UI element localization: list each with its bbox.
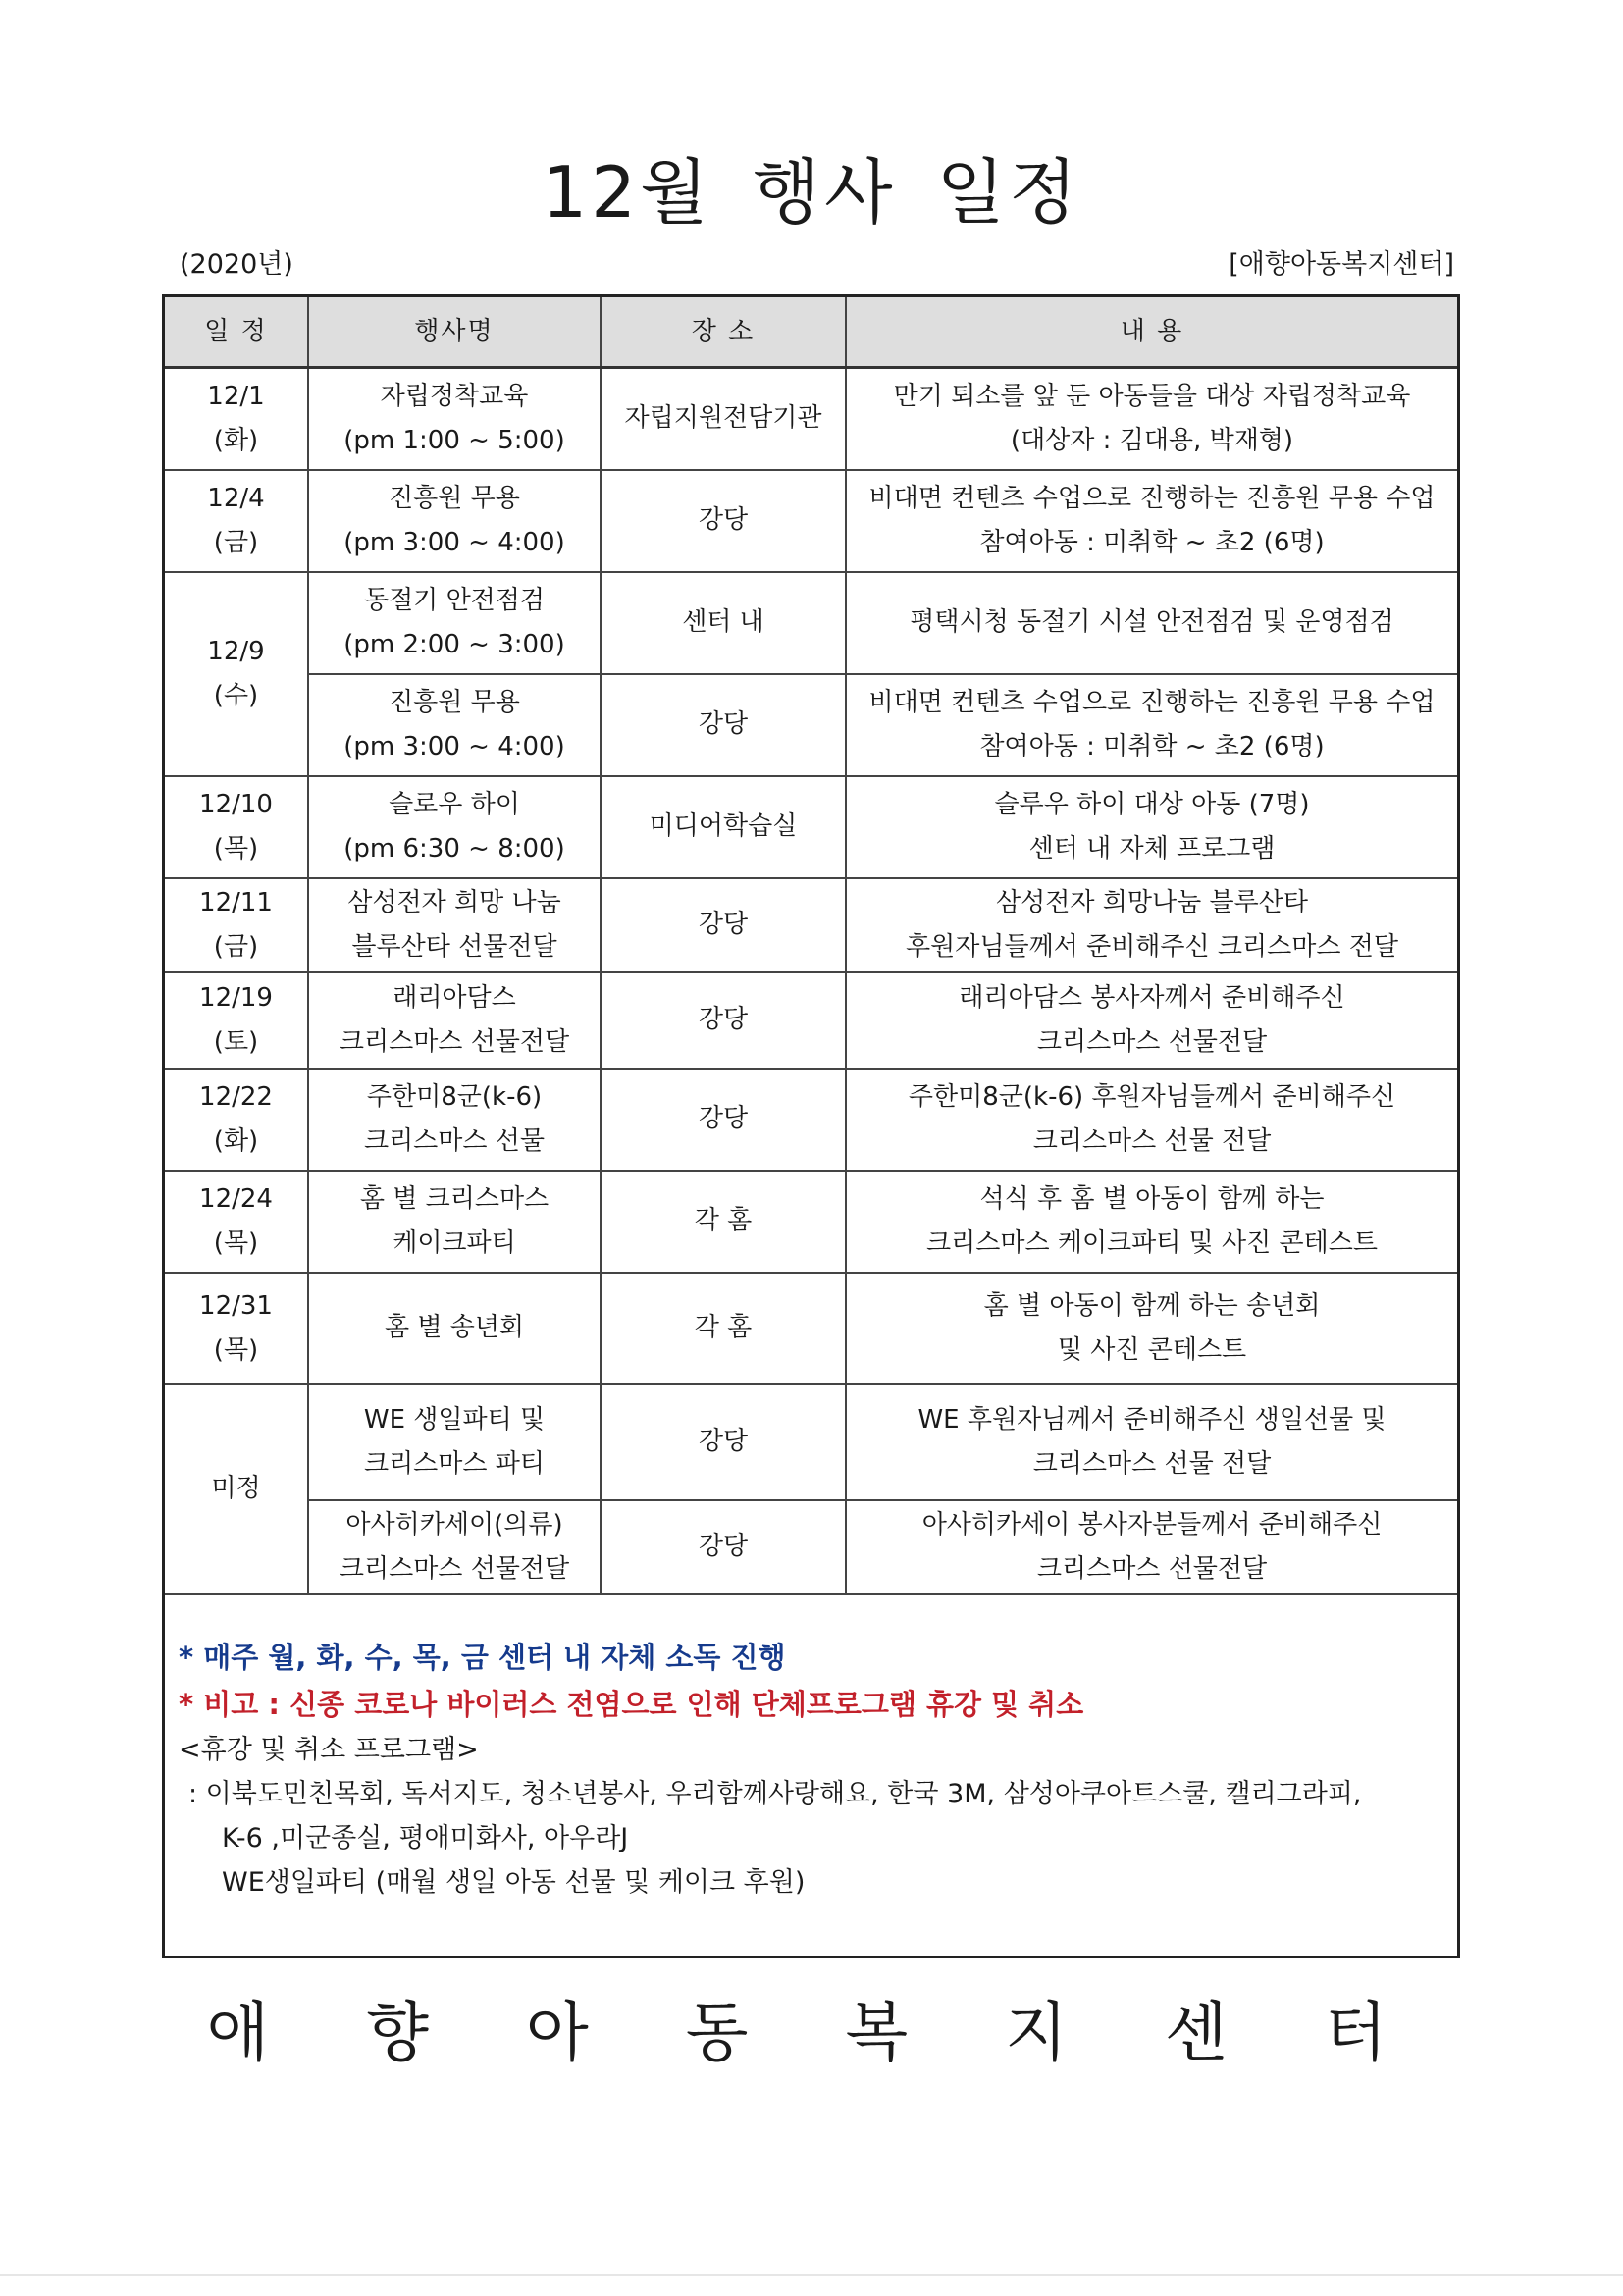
- event-name: 홈 별 크리스마스: [359, 1183, 550, 1214]
- date-cell: [165, 572, 308, 776]
- place-cell: 미디어학습실: [601, 776, 846, 878]
- event-name: 자립정착교육: [380, 381, 529, 411]
- content-line: 삼성전자 희망나눔 블루산타: [996, 887, 1308, 917]
- year-label: (2020년): [180, 249, 293, 280]
- table-row: [165, 1171, 1457, 1273]
- content-cell: [846, 1384, 1457, 1500]
- table-row: [165, 1069, 1457, 1171]
- date-text: 12/24: [199, 1183, 273, 1214]
- weekday-text: (화): [213, 425, 259, 455]
- place-cell: 강당: [601, 1069, 846, 1171]
- header-content: 내 용: [846, 297, 1457, 368]
- content-cell: [846, 776, 1457, 878]
- place-cell: 센터 내: [601, 572, 846, 674]
- cancelled-programs-line: : 이북도민친목회, 독서지도, 청소년봉사, 우리함께사랑해요, 한국 3M, 삼성아쿠아트스쿨, 캘리그라피,: [188, 1779, 1362, 1809]
- weekday-text: (목): [213, 1227, 259, 1258]
- content-cell: [846, 470, 1457, 572]
- weekday-text: (화): [213, 1125, 259, 1156]
- content-line: 및 사진 콘테스트: [1057, 1334, 1247, 1365]
- event-name: 아사히카세이(의류): [345, 1509, 563, 1539]
- event-name: 크리스마스 선물: [363, 1125, 546, 1156]
- footer-organization: 애 향 아 동 복 지 센 터: [206, 1995, 1417, 2070]
- table-row: [165, 878, 1457, 972]
- scan-edge-divider: [0, 2274, 1623, 2276]
- date-text: 12/31: [199, 1290, 273, 1321]
- table-row: [165, 1500, 1457, 1594]
- event-cell: [308, 1171, 601, 1273]
- date-text: 12/1: [207, 381, 265, 411]
- weekday-text: (목): [213, 833, 259, 863]
- table-row: [165, 674, 1457, 776]
- event-name: 진흥원 무용: [389, 687, 520, 717]
- content-line: 비대면 컨텐츠 수업으로 진행하는 진흥원 무용 수업: [868, 483, 1436, 513]
- table-row: [165, 368, 1457, 470]
- content-cell: [846, 1273, 1457, 1384]
- date-text: 미정: [211, 1474, 261, 1503]
- content-line: WE 후원자님께서 준비해주신 생일선물 및: [917, 1404, 1387, 1435]
- organization-label: [애향아동복지센터]: [1229, 249, 1454, 280]
- place-cell: 자립지원전담기관: [601, 368, 846, 470]
- content-cell: [846, 1171, 1457, 1273]
- event-cell: [308, 572, 601, 674]
- content-cell: [846, 878, 1457, 972]
- event-cell: [308, 1500, 601, 1594]
- event-time: (pm 6:30 ~ 8:00): [343, 833, 565, 863]
- notes-section: [179, 1634, 1447, 1905]
- content-cell: [846, 368, 1457, 470]
- event-name: 주한미8군(k-6): [366, 1081, 543, 1112]
- weekday-text: (금): [213, 931, 259, 962]
- event-name: 래리아담스: [393, 982, 516, 1013]
- event-name: 진흥원 무용: [389, 483, 520, 513]
- content-line: 크리스마스 케이크파티 및 사진 콘테스트: [925, 1227, 1379, 1258]
- event-time: (pm 3:00 ~ 4:00): [343, 527, 565, 557]
- table-row: [165, 1384, 1457, 1500]
- schedule-frame: [162, 294, 1460, 1958]
- table-row: [165, 572, 1457, 674]
- table-row: [165, 1273, 1457, 1384]
- content-cell: [846, 572, 1457, 674]
- content-line: 평택시청 동절기 시설 안전점검 및 운영점검: [910, 607, 1394, 637]
- content-line: 크리스마스 선물 전달: [1032, 1448, 1272, 1479]
- event-name: 블루산타 선물전달: [351, 931, 557, 962]
- cancelled-programs-line: WE생일파티 (매월 생일 아동 선물 및 케이크 후원): [222, 1867, 806, 1898]
- page-title: 12월 행사 일정: [542, 151, 1081, 234]
- event-cell: [308, 470, 601, 572]
- header-event: 행사명: [308, 297, 601, 368]
- content-line: 만기 퇴소를 앞 둔 아동들을 대상 자립정착교육: [893, 381, 1411, 411]
- place-cell: 각 홈: [601, 1171, 846, 1273]
- event-cell: [308, 1384, 601, 1500]
- event-cell: [308, 878, 601, 972]
- date-cell: [165, 368, 308, 470]
- content-cell: [846, 1069, 1457, 1171]
- date-text: 12/11: [199, 887, 273, 917]
- content-cell: [846, 972, 1457, 1069]
- date-text: 12/9: [207, 636, 265, 666]
- disinfection-note: * 매주 월, 화, 수, 목, 금 센터 내 자체 소독 진행: [179, 1641, 786, 1674]
- date-cell: [165, 470, 308, 572]
- event-cell: [308, 1273, 601, 1384]
- event-name: 크리스마스 선물전달: [339, 1553, 570, 1584]
- event-cell: [308, 776, 601, 878]
- date-cell: [165, 972, 308, 1069]
- content-line: 아사히카세이 봉사자분들께서 준비해주신: [921, 1509, 1383, 1539]
- weekday-text: (금): [213, 527, 259, 557]
- header-date: 일 정: [165, 297, 308, 368]
- place-cell: 강당: [601, 1500, 846, 1594]
- event-name: 삼성전자 희망 나눔: [347, 887, 561, 917]
- cancelled-programs-label: <휴강 및 취소 프로그램>: [179, 1735, 479, 1765]
- event-name: 동절기 안전점검: [363, 585, 546, 615]
- event-cell: [308, 368, 601, 470]
- content-cell: [846, 1500, 1457, 1594]
- event-cell: [308, 1069, 601, 1171]
- event-name: 홈 별 송년회: [384, 1313, 525, 1342]
- content-line: 후원자님들께서 준비해주신 크리스마스 전달: [906, 931, 1398, 962]
- schedule-table: [165, 297, 1457, 1595]
- date-text: 12/19: [199, 982, 273, 1013]
- event-name: 케이크파티: [393, 1227, 516, 1258]
- date-cell: [165, 776, 308, 878]
- date-cell: [165, 1171, 308, 1273]
- content-line: 석식 후 홈 별 아동이 함께 하는: [979, 1183, 1325, 1214]
- cancelled-programs-line: K-6 ,미군종실, 평애미화사, 아우라J: [222, 1823, 629, 1853]
- date-cell: [165, 1384, 308, 1594]
- header-place: 장 소: [601, 297, 846, 368]
- content-cell: [846, 674, 1457, 776]
- content-line: 크리스마스 선물 전달: [1032, 1125, 1272, 1156]
- event-cell: [308, 674, 601, 776]
- event-name: WE 생일파티 및: [363, 1404, 546, 1435]
- content-line: 크리스마스 선물전달: [1036, 1026, 1268, 1057]
- date-text: 12/4: [207, 483, 265, 513]
- content-line: 센터 내 자체 프로그램: [1028, 833, 1276, 863]
- date-text: 12/10: [199, 789, 273, 819]
- content-line: 주한미8군(k-6) 후원자님들께서 준비해주신: [908, 1081, 1396, 1112]
- table-header-row: [165, 297, 1457, 368]
- table-row: [165, 972, 1457, 1069]
- covid-remark-note: * 비고 : 신종 코로나 바이러스 전염으로 인해 단체프로그램 휴강 및 취소: [179, 1688, 1084, 1721]
- event-time: (pm 2:00 ~ 3:00): [343, 629, 565, 659]
- content-line: 래리아담스 봉사자께서 준비해주신: [959, 982, 1345, 1013]
- weekday-text: (목): [213, 1334, 259, 1365]
- date-text: 12/22: [199, 1081, 273, 1112]
- content-line: 참여아동 : 미취학 ~ 초2 (6명): [979, 527, 1325, 557]
- event-name: 슬로우 하이: [389, 789, 520, 819]
- content-line: 홈 별 아동이 함께 하는 송년회: [983, 1290, 1321, 1321]
- event-name: 크리스마스 파티: [363, 1448, 546, 1479]
- content-line: 비대면 컨텐츠 수업으로 진행하는 진흥원 무용 수업: [868, 687, 1436, 717]
- content-line: 참여아동 : 미취학 ~ 초2 (6명): [979, 731, 1325, 761]
- place-cell: 강당: [601, 878, 846, 972]
- weekday-text: (수): [213, 680, 259, 710]
- event-time: (pm 1:00 ~ 5:00): [343, 425, 565, 455]
- place-cell: 강당: [601, 674, 846, 776]
- date-cell: [165, 1273, 308, 1384]
- place-cell: 각 홈: [601, 1273, 846, 1384]
- table-row: [165, 776, 1457, 878]
- table-row: [165, 470, 1457, 572]
- place-cell: 강당: [601, 470, 846, 572]
- date-cell: [165, 1069, 308, 1171]
- weekday-text: (토): [213, 1026, 259, 1057]
- event-time: (pm 3:00 ~ 4:00): [343, 731, 565, 761]
- content-line: (대상자 : 김대용, 박재형): [1010, 425, 1294, 455]
- place-cell: 강당: [601, 1384, 846, 1500]
- place-cell: 강당: [601, 972, 846, 1069]
- content-line: 슬루우 하이 대상 아동 (7명): [994, 789, 1310, 819]
- content-line: 크리스마스 선물전달: [1036, 1553, 1268, 1584]
- event-name: 크리스마스 선물전달: [339, 1026, 570, 1057]
- date-cell: [165, 878, 308, 972]
- event-cell: [308, 972, 601, 1069]
